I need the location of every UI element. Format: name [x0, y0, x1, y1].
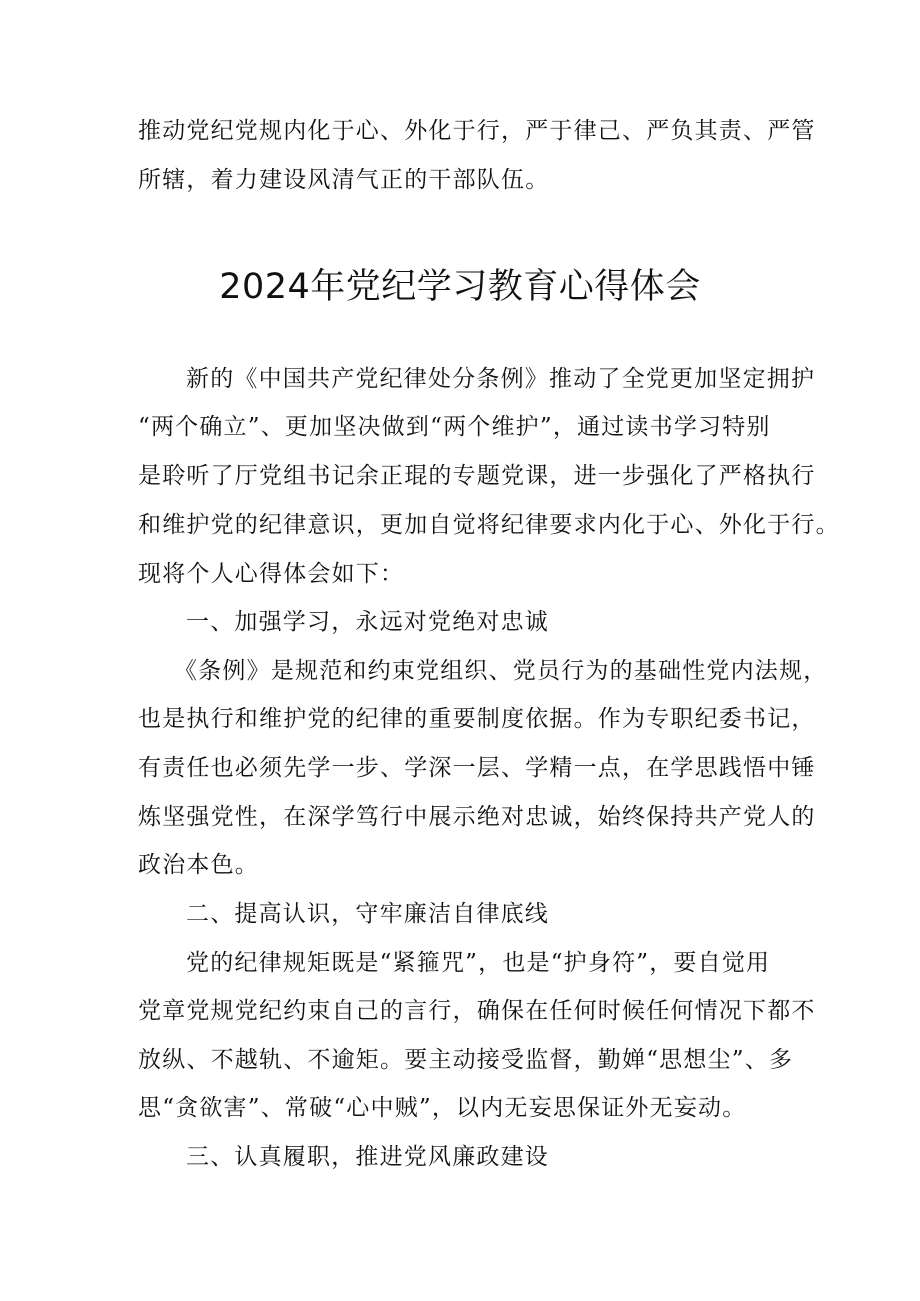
text-line: 思“贪欲害”、常破“心中贼”，以内无妄思保证外无妄动。 [138, 1095, 747, 1121]
section-heading: 一、加强学习，永远对党绝对忠诚 [186, 609, 549, 635]
document-title: 2024年党纪学习教育心得体会 [219, 267, 701, 307]
text-line: 现将个人心得体会如下： [138, 561, 405, 587]
section-heading: 三、认真履职，推进党风廉政建设 [186, 1144, 549, 1170]
text-line: “两个确立”、更加坚决做到“两个维护”，通过读书学习特别 [138, 414, 771, 440]
section-heading: 二、提高认识，守牢廉洁自律底线 [186, 901, 549, 927]
text-line: 有责任也必须先学一步、学深一层、学精一点，在学思践悟中锤 [138, 755, 816, 781]
text-line: 所辖，着力建设风清气正的干部队伍。 [138, 167, 550, 193]
text-line: 放纵、不越轨、不逾矩。要主动接受监督，勤婵“思想尘”、多 [138, 1047, 794, 1073]
text-line: 炼坚强党性，在深学笃行中展示绝对忠诚，始终保持共产党人的 [138, 804, 816, 830]
text-line: 党的纪律规矩既是“紧箍咒”，也是“护身符”，要自觉用 [186, 950, 771, 976]
text-line: 《条例》是规范和约束党组织、党员行为的基础性党内法规， [174, 658, 828, 684]
text-line: 党章党规党纪约束自己的言行，确保在任何时候任何情况下都不 [138, 998, 816, 1024]
text-line: 新的《中国共产党纪律处分条例》推动了全党更加坚定拥护 [186, 366, 816, 392]
text-line: 政治本色。 [138, 852, 259, 878]
text-line: 和维护党的纪律意识，更加自觉将纪律要求内化于心、外化于行。 [138, 512, 840, 538]
text-line: 推动党纪党规内化于心、外化于行，严于律己、严负其责、严管 [138, 118, 816, 144]
text-line: 是聆听了厅党组书记余正琨的专题党课，进一步强化了严格执行 [138, 463, 816, 489]
text-line: 也是执行和维护党的纪律的重要制度依据。作为专职纪委书记， [138, 706, 816, 732]
